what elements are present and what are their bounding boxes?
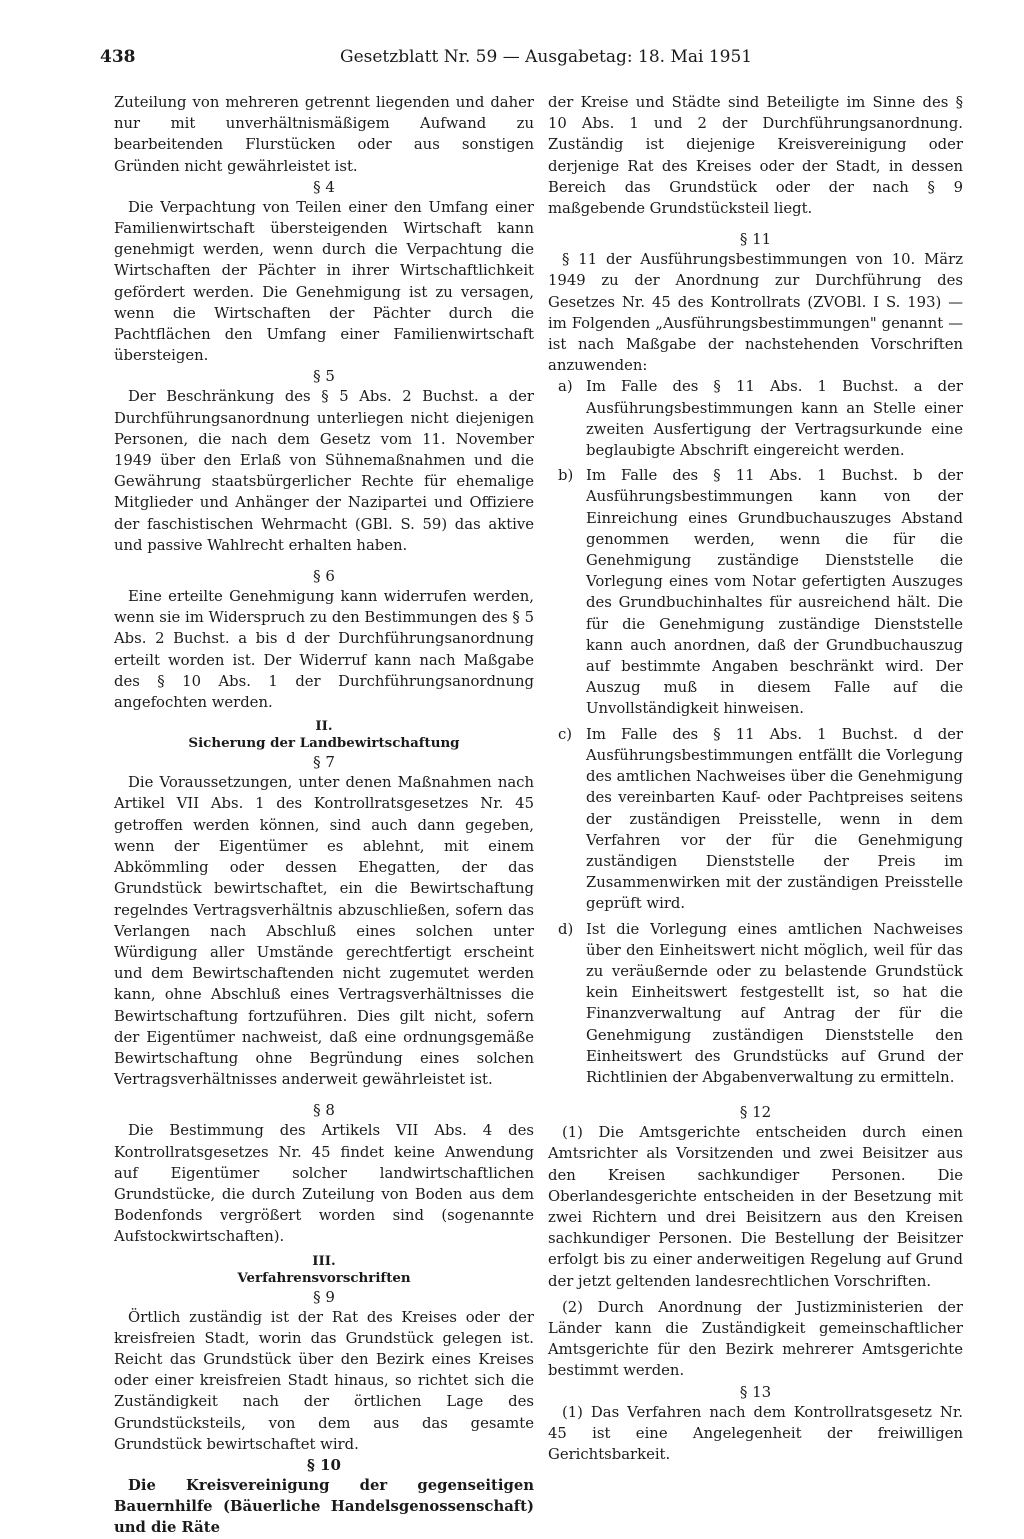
paragraph: Eine erteilte Genehmigung kann widerrufen werden, wenn sie im Widerspruch zu den Bestimmungen des § 5 Abs. 2 Buchst. a bis d der Durchführungsanordnung erteilt worden ist. Der Widerruf kann nach Maßgabe des § 10 Abs. 1 der Durchführungsanordnung angefochten werden. xyxy=(114,588,534,712)
paragraph: § 11 der Ausführungsbestimmungen von 10. März 1949 zu der Anordnung zur Durchführung des Gesetzes Nr. 45 des Kontrollrats (ZVOBl. I S. 193) — im Folgenden „Ausführungsbestimmungen" genannt — ist nach Maßgabe der nachstehenden Vorschriften anzuwenden: xyxy=(548,251,963,375)
list-label: d) xyxy=(558,920,574,938)
list-item xyxy=(548,919,963,1089)
part-title: Sicherung der Landbewirtschaftung xyxy=(188,735,460,752)
paragraph: Die Verpachtung von Teilen einer den Umfang einer Familienwirtschaft übersteigenden Wirtschaft kann genehmigt werden, wenn durch die Verpachtung die Wirtschaften der Pächter in ihrer Wirtschaftlichkeit gefördert werden. Die Genehmigung ist zu versagen, wenn die Wirtschaften der Pächter durch die Pachtflächen den Umfang einer Familienwirtschaft übersteigen. xyxy=(114,198,534,365)
paragraph: Die Kreisvereinigung der gegenseitigen Bauernhilfe (Bäuerliche Handelsgenossenschaft) und die Räte xyxy=(114,1476,534,1537)
section-heading: § 5 xyxy=(313,367,335,386)
page-header xyxy=(100,45,972,73)
paragraph: (1) Das Verfahren nach dem Kontrollratsgesetz Nr. 45 ist eine Angelegenheit der freiwilligen Gerichtsbarkeit. xyxy=(548,1403,963,1463)
section-heading: § 12 xyxy=(739,1103,772,1122)
section-heading: § 10 xyxy=(307,1455,341,1474)
section-heading: § 7 xyxy=(313,753,335,772)
section-heading: § 9 xyxy=(313,1287,335,1306)
paragraph: Zuteilung von mehreren getrennt liegenden und daher nur mit unverhältnismäßigem Aufwand zu bearbeitenden Flurstücken oder aus sonstigen Gründen nicht gewährleistet ist. xyxy=(114,94,534,175)
list-label: a) xyxy=(558,378,573,396)
list-text: Ist die Vorlegung eines amtlichen Nachweises über den Einheitswert nicht möglich, weil für das zu veräußernde oder zu belastende Grundstück kein Einheitswert festgestellt ist, so hat die Finanzverwaltung auf Antrag der für die Genehmigung zuständigen Dienststelle den Einheitswert des Grundstücks auf Grund der Richtlinien der Abgabenverwaltung zu ermitteln. xyxy=(586,920,963,1086)
list-text: Im Falle des § 11 Abs. 1 Buchst. b der Ausführungsbestimmungen kann von der Einreichung eines Grundbuchauszuges Abstand genommen werden, wenn die für die Genehmigung zuständige Dienststelle die Vorlegung eines vom Notar gefertigten Auszuges des Grundbuchinhaltes für ausreichend hält. Die für die Genehmigung zuständige Dienststelle kann auch anordnen, daß der Grundbuchauszug auf bestimmte Angaben beschränkt wird. Der Auszug muß in diesem Falle auf die Unvollständigkeit hinweisen. xyxy=(586,467,963,718)
section-heading: § 6 xyxy=(313,567,335,586)
list-label: b) xyxy=(558,467,574,485)
header-title: Gesetzblatt Nr. 59 — Ausgabetag: 18. Mai 1951 xyxy=(340,47,753,67)
section-heading: § 11 xyxy=(739,230,772,249)
paragraph: (1) Die Amtsgerichte entscheiden durch einen Amtsrichter als Vorsitzenden und zwei Beisitzer aus den Kreisen sachkundiger Personen. Die Oberlandesgerichte entscheiden in der Besetzung mit zwei Richtern und drei Beisitzern aus den Kreisen sachkundiger Personen. Die Bestellung der Beisitzer erfolgt bis zu einer anderweitigen Regelung auf Grund der jetzt geltenden landesrechtlichen Vorschriften. xyxy=(548,1124,963,1290)
part-number: II. xyxy=(315,718,333,735)
list-label: c) xyxy=(558,725,573,743)
paragraph: Der Beschränkung des § 5 Abs. 2 Buchst. a der Durchführungsanordnung unterliegen nicht diejenigen Personen, die nach dem Gesetz vom 11. November 1949 über den Erlaß von Sühnemaßnahmen und die Gewährung staatsbürgerlicher Rechte für ehemalige Mitglieder und Anhänger der Nazipartei und Offiziere der faschistischen Wehrmacht (GBl. S. 59) das aktive und passive Wahlrecht erhalten haben. xyxy=(114,388,534,554)
right-column xyxy=(548,92,963,1465)
part-title: Verfahrensvorschriften xyxy=(237,1269,411,1286)
section-heading: § 8 xyxy=(313,1101,335,1120)
list-item xyxy=(548,465,963,719)
paragraph: (2) Durch Anordnung der Justizministerien der Länder kann die Zuständigkeit gemeinschaftlicher Amtsgerichte für den Bezirk mehrerer Amtsgerichte bestimmt werden. xyxy=(548,1298,963,1380)
list-item xyxy=(548,376,963,461)
paragraph: der Kreise und Städte sind Beteiligte im Sinne des § 10 Abs. 1 und 2 der Durchführungsanordnung. Zuständig ist diejenige Kreisvereinigung oder derjenige Rat des Kreises oder der Stadt, in dessen Bereich das Grundstück oder der nach § 9 maßgebende Grundstücksteil liegt. xyxy=(548,94,963,218)
paragraph: Örtlich zuständig ist der Rat des Kreises oder der kreisfreien Stadt, worin das Grundstück gelegen ist. Reicht das Grundstück über den Bezirk eines Kreises oder einer kreisfreien Stadt hinaus, so richtet sich die Zuständigkeit nach der örtlichen Lage des Grundstücksteils, von dem aus das gesamte Grundstück bewirtschaftet wird. xyxy=(114,1308,534,1453)
paragraph: Die Voraussetzungen, unter denen Maßnahmen nach Artikel VII Abs. 1 des Kontrollratsgesetzes Nr. 45 getroffen werden können, sind auch dann gegeben, wenn der Eigentümer es ablehnt, mit einem Abkömmling oder dessen Ehegatten, der das Grundstück bewirtschaftet, ein die Bewirtschaftung regelndes Vertragsverhältnis abzuschließen, sofern das Verlangen nach Abschluß eines solchen unter Würdigung aller Umstände gerechtfertigt erscheint und dem Bewirtschaftenden nicht zugemutet werden kann, ohne Abschluß eines Vertragsverhältnisses die Bewirtschaftung fortzuführen. Dies gilt nicht, sofern der Eigentümer nachweist, daß eine ordnungsgemäße Bewirtschaftung ohne Begründung eines solchen Vertragsverhältnisses anderweit gewährleistet ist. xyxy=(114,774,534,1089)
part-number: III. xyxy=(312,1252,336,1269)
paragraph: Die Bestimmung des Artikels VII Abs. 4 des Kontrollratsgesetzes Nr. 45 findet keine Anwendung auf Eigentümer solcher landwirtschaftlichen Grundstücke, die durch Zuteilung von Boden aus dem Bodenfonds vergrößert worden sind (sogenannte Aufstockwirtschaften). xyxy=(114,1122,534,1246)
list-text: Im Falle des § 11 Abs. 1 Buchst. a der Ausführungsbestimmungen kann an Stelle einer zweiten Ausfertigung der Vertragsurkunde eine beglaubigte Abschrift eingereicht werden. xyxy=(586,378,963,460)
page-number: 438 xyxy=(100,47,136,67)
section-heading: § 4 xyxy=(313,177,335,196)
section-heading: § 13 xyxy=(739,1382,772,1401)
list-text: Im Falle des § 11 Abs. 1 Buchst. d der Ausführungsbestimmungen entfällt die Vorlegung des amtlichen Nachweises über die Genehmigung des vereinbarten Kauf- oder Pachtpreises seitens der zuständigen Preisstelle, wenn in dem Verfahren vor der für die Genehmigung zuständigen Dienststelle der Preis im Zusammenwirken mit der zuständigen Preisstelle geprüft wird. xyxy=(586,725,963,913)
list-item xyxy=(548,724,963,915)
left-column xyxy=(114,92,534,1539)
